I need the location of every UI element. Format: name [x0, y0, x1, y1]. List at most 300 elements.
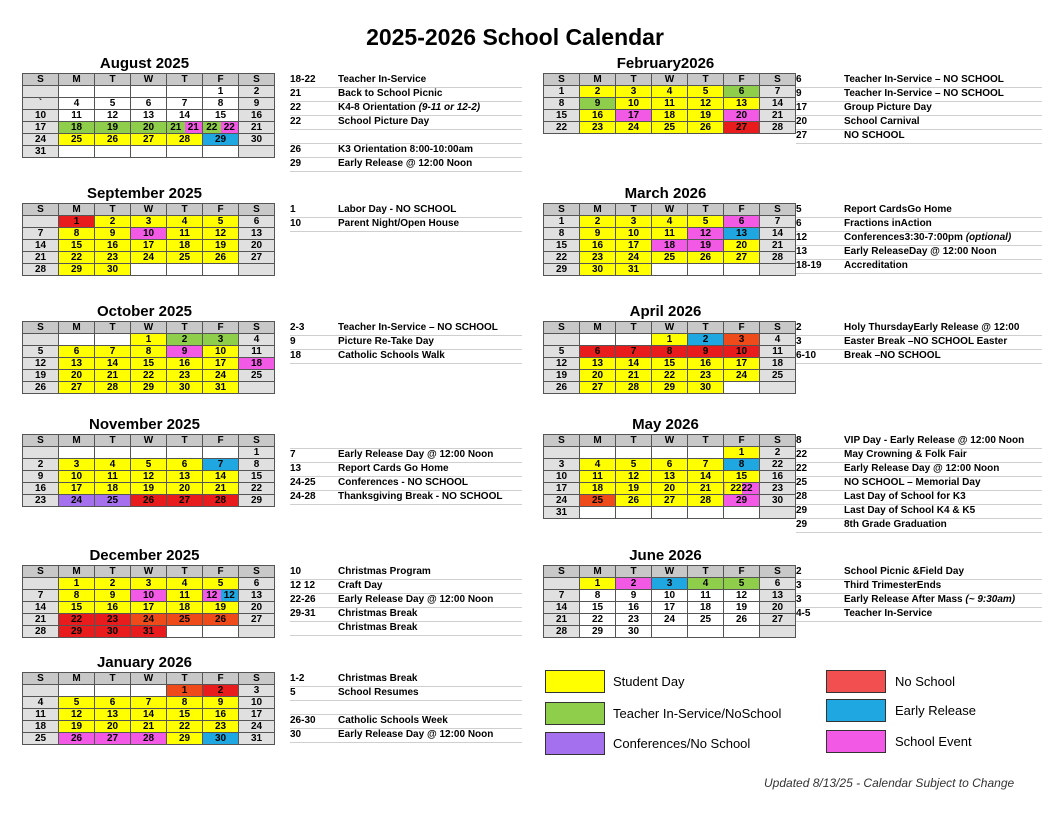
day-cell: 23 [203, 721, 239, 733]
day-cell: 16 [95, 240, 131, 252]
day-cell [724, 382, 760, 394]
day-cell: 11 [652, 98, 688, 110]
weekday-header: T [95, 74, 131, 86]
day-cell: 13 [580, 358, 616, 370]
day-cell: 21 [688, 483, 724, 495]
event-date: 18 [290, 350, 302, 361]
day-cell: 2 [95, 578, 131, 590]
day-cell: 13 [239, 590, 275, 602]
day-cell: 12 [131, 471, 167, 483]
day-cell: 22 [544, 122, 580, 134]
day-cell: 24 [131, 252, 167, 264]
day-cell [59, 334, 95, 346]
event-title: Catholic Schools Week [338, 715, 448, 726]
event-date: 9 [796, 88, 802, 99]
event-item [796, 218, 1042, 232]
weekday-header: W [652, 74, 688, 86]
day-cell [616, 507, 652, 519]
day-cell: 31 [23, 146, 59, 158]
day-cell: 25 [95, 495, 131, 507]
weekday-header: M [580, 204, 616, 216]
weekday-header: T [95, 204, 131, 216]
day-cell: 18 [167, 240, 203, 252]
day-cell: 17 [616, 240, 652, 252]
day-cell: 18 [652, 110, 688, 122]
day-cell: 1 [167, 685, 203, 697]
day-cell: 8 [167, 697, 203, 709]
day-cell: 27 [239, 614, 275, 626]
legend-label: Student Day [613, 674, 685, 689]
weekday-header: M [59, 435, 95, 447]
day-cell [23, 216, 59, 228]
weekday-header: S [239, 435, 275, 447]
day-cell: 29 [652, 382, 688, 394]
day-cell: 26 [203, 252, 239, 264]
day-cell: 16 [760, 471, 796, 483]
day-cell: 31 [131, 626, 167, 638]
event-date: 1-2 [290, 673, 305, 684]
weekday-header: F [724, 322, 760, 334]
day-cell [580, 507, 616, 519]
day-cell: 4 [688, 578, 724, 590]
day-cell: 10 [652, 590, 688, 602]
event-title: Break –NO SCHOOL [844, 350, 941, 361]
day-cell: 9 [239, 98, 275, 110]
weekday-header: T [95, 673, 131, 685]
day-cell: 8 [652, 346, 688, 358]
day-cell: 15 [203, 110, 239, 122]
month-events [290, 435, 522, 505]
day-cell [23, 578, 59, 590]
day-cell: 23 [95, 614, 131, 626]
month-events [290, 322, 522, 364]
weekday-header: M [580, 566, 616, 578]
event-date: 2 [796, 566, 802, 577]
event-title: K4-8 Orientation (9-11 or 12-2) [338, 102, 481, 113]
event-title: Holy ThursdayEarly Release @ 12:00 [844, 322, 1020, 333]
event-item [290, 673, 522, 687]
month-name: April 2026 [629, 303, 702, 320]
legend-swatch [826, 730, 886, 753]
day-cell: 22 22 [203, 122, 239, 134]
weekday-header: S [23, 204, 59, 216]
day-cell: 15 [580, 602, 616, 614]
day-cell: 24 [203, 370, 239, 382]
weekday-header: M [59, 566, 95, 578]
day-cell: 20 [239, 240, 275, 252]
day-cell: 14 [544, 602, 580, 614]
event-title: Thanksgiving Break - NO SCHOOL [338, 491, 503, 502]
weekday-header: T [616, 322, 652, 334]
event-item [796, 463, 1042, 477]
event-title: Early Release After Mass (~ 9:30am) [844, 594, 1016, 605]
event-date: 6 [796, 74, 802, 85]
day-cell: 26 [203, 614, 239, 626]
event-item [290, 102, 522, 116]
event-date: 27 [796, 130, 808, 141]
day-cell: 12 [688, 228, 724, 240]
event-title: Conferences3:30-7:00pm (optional) [844, 232, 1012, 243]
day-cell: 2 [23, 459, 59, 471]
day-cell: 7 [688, 459, 724, 471]
day-cell: 23 [688, 370, 724, 382]
day-cell: 22 [760, 459, 796, 471]
day-cell [167, 86, 203, 98]
month-events [290, 673, 522, 743]
event-item [290, 336, 522, 350]
event-item [290, 580, 522, 594]
day-cell: 8 [544, 228, 580, 240]
day-cell: 20 [580, 370, 616, 382]
event-date: 3 [796, 336, 802, 347]
event-title: Third TrimesterEnds [844, 580, 942, 591]
event-item [290, 435, 522, 449]
day-cell: 21 [23, 252, 59, 264]
event-date: 22 [290, 102, 302, 113]
day-cell: 16 [580, 240, 616, 252]
event-date: 21 [290, 88, 302, 99]
event-item [796, 260, 1042, 274]
event-item [796, 350, 1042, 364]
weekday-header: W [652, 435, 688, 447]
event-date: 20 [796, 116, 808, 127]
day-cell: 10 [724, 346, 760, 358]
event-date: 24-28 [290, 491, 316, 502]
event-item [796, 116, 1042, 130]
day-cell: 16 [23, 483, 59, 495]
event-item [290, 88, 522, 102]
event-title: Craft Day [338, 580, 383, 591]
day-cell [724, 507, 760, 519]
day-cell: 22 [652, 370, 688, 382]
day-cell: 22 [59, 614, 95, 626]
day-cell: 12 [59, 709, 95, 721]
weekday-header: W [131, 435, 167, 447]
day-cell: 7 [23, 228, 59, 240]
day-cell: 1 [544, 216, 580, 228]
day-cell: 6 [724, 86, 760, 98]
day-cell: 15 [544, 240, 580, 252]
event-item [796, 608, 1042, 622]
day-cell [23, 334, 59, 346]
day-cell: 28 [544, 626, 580, 638]
day-cell: 1 [652, 334, 688, 346]
day-cell: 5 [616, 459, 652, 471]
day-cell: 9 [23, 471, 59, 483]
event-title: Last Day of School K4 & K5 [844, 505, 976, 516]
day-cell: 8 [544, 98, 580, 110]
day-cell: 16 [580, 110, 616, 122]
day-cell: 6 [95, 697, 131, 709]
day-cell: 26 [688, 252, 724, 264]
day-cell: 24 [616, 252, 652, 264]
day-cell: 17 [131, 240, 167, 252]
day-cell: 19 [688, 110, 724, 122]
weekday-header: M [580, 322, 616, 334]
day-cell: 4 [760, 334, 796, 346]
weekday-header: M [59, 74, 95, 86]
day-cell [131, 264, 167, 276]
weekday-header: S [760, 566, 796, 578]
weekday-header: T [688, 435, 724, 447]
day-cell [616, 447, 652, 459]
weekday-header: F [724, 566, 760, 578]
day-cell: 21 [760, 110, 796, 122]
day-cell: 6 [760, 578, 796, 590]
day-cell: 30 [203, 733, 239, 745]
day-cell: 21 [760, 240, 796, 252]
day-cell [167, 626, 203, 638]
event-date: 12 12 [290, 580, 316, 591]
day-cell [95, 86, 131, 98]
day-cell: 4 [95, 459, 131, 471]
day-cell: 28 [616, 382, 652, 394]
day-cell [59, 685, 95, 697]
day-cell: 28 [131, 733, 167, 745]
day-cell: 18 [580, 483, 616, 495]
event-item [796, 594, 1042, 608]
day-cell: 4 [652, 86, 688, 98]
day-cell: 29 [59, 626, 95, 638]
day-cell: 28 [688, 495, 724, 507]
weekday-header: S [760, 204, 796, 216]
weekday-header: T [167, 74, 203, 86]
event-date: 18-22 [290, 74, 316, 85]
event-title: Back to School Picnic [338, 88, 443, 99]
day-cell: 3 [131, 578, 167, 590]
day-cell [239, 264, 275, 276]
day-cell: 21 [616, 370, 652, 382]
day-cell: 10 [616, 98, 652, 110]
event-item [796, 580, 1042, 594]
event-item [290, 715, 522, 729]
day-cell: 12 [688, 98, 724, 110]
weekday-header: S [760, 322, 796, 334]
day-cell: 6 [724, 216, 760, 228]
day-cell: 20 [131, 122, 167, 134]
weekday-header: F [203, 673, 239, 685]
day-cell: 24 [23, 134, 59, 146]
weekday-header: W [131, 204, 167, 216]
day-cell: 18 [59, 122, 95, 134]
day-cell: 6 [652, 459, 688, 471]
day-cell: 10 [616, 228, 652, 240]
event-item [290, 218, 522, 232]
day-cell: 2 [580, 86, 616, 98]
day-cell: 1 [59, 578, 95, 590]
day-cell: 11 [580, 471, 616, 483]
weekday-header: W [652, 566, 688, 578]
day-cell: 10 [239, 697, 275, 709]
day-cell [203, 626, 239, 638]
event-date: 29 [290, 158, 302, 169]
day-cell: 12 [616, 471, 652, 483]
day-cell: 10 [59, 471, 95, 483]
event-item [290, 491, 522, 505]
day-cell: 28 [23, 626, 59, 638]
weekday-header: W [131, 322, 167, 334]
event-item [290, 74, 522, 88]
day-cell: 10 [203, 346, 239, 358]
day-cell: 4 [167, 578, 203, 590]
day-cell: 29 [580, 626, 616, 638]
day-cell: 9 [95, 590, 131, 602]
day-cell: 19 [203, 602, 239, 614]
day-cell: 7 [616, 346, 652, 358]
month-events [796, 74, 1042, 144]
event-item [796, 477, 1042, 491]
event-title: Catholic Schools Walk [338, 350, 445, 361]
weekday-header: F [724, 74, 760, 86]
event-item [796, 88, 1042, 102]
event-title: 8th Grade Graduation [844, 519, 947, 530]
month-name: February2026 [616, 55, 715, 72]
day-cell [652, 264, 688, 276]
day-cell [203, 447, 239, 459]
day-cell: 14 [760, 98, 796, 110]
day-cell: 27 [760, 614, 796, 626]
day-cell: 18 [239, 358, 275, 370]
weekday-header: M [59, 204, 95, 216]
weekday-header: T [167, 566, 203, 578]
event-title: Last Day of School for K3 [844, 491, 966, 502]
day-cell: 18 [652, 240, 688, 252]
day-cell: 11 [23, 709, 59, 721]
event-date: 12 [796, 232, 808, 243]
day-cell: 20 [59, 370, 95, 382]
day-cell: 11 [59, 110, 95, 122]
day-cell: 23 [760, 483, 796, 495]
month-name: March 2026 [624, 185, 707, 202]
legend-label: No School [895, 674, 955, 689]
day-cell: 22 [544, 252, 580, 264]
day-cell: 27 [95, 733, 131, 745]
month-table [22, 321, 275, 394]
event-date: 1 [290, 204, 296, 215]
event-title: Christmas Break [338, 608, 418, 619]
day-cell: 8 [580, 590, 616, 602]
day-cell: 24 [652, 614, 688, 626]
month-name: August 2025 [99, 55, 190, 72]
day-cell [724, 626, 760, 638]
event-date: 6 [796, 218, 802, 229]
day-cell: 13 [167, 471, 203, 483]
event-item [290, 158, 522, 172]
day-cell: 25 [167, 614, 203, 626]
weekday-header: W [652, 204, 688, 216]
day-cell: 29 [131, 382, 167, 394]
day-cell: 13 [652, 471, 688, 483]
weekday-header: S [239, 74, 275, 86]
day-cell: 23 [95, 252, 131, 264]
day-cell: 29 [239, 495, 275, 507]
day-cell: 8 [131, 346, 167, 358]
day-cell: 24 [544, 495, 580, 507]
day-cell: 11 [167, 228, 203, 240]
legend-swatch [545, 702, 605, 725]
day-cell: 13 [724, 228, 760, 240]
day-cell: 16 [167, 358, 203, 370]
day-cell: 7 [760, 216, 796, 228]
weekday-header: F [724, 204, 760, 216]
weekday-header: S [544, 322, 580, 334]
day-cell: 30 [167, 382, 203, 394]
weekday-header: S [760, 435, 796, 447]
day-cell: 8 [59, 590, 95, 602]
weekday-header: S [544, 435, 580, 447]
month-table [543, 565, 796, 638]
weekday-header: S [544, 204, 580, 216]
day-cell: 15 [59, 602, 95, 614]
day-cell: 11 [760, 346, 796, 358]
event-date: 5 [290, 687, 296, 698]
day-cell: 18 [688, 602, 724, 614]
event-title: VIP Day - Early Release @ 12:00 Noon [844, 435, 1025, 446]
event-date: 8 [796, 435, 802, 446]
day-cell: 14 [203, 471, 239, 483]
day-cell [23, 86, 59, 98]
day-cell: 18 [23, 721, 59, 733]
day-cell: 7 [167, 98, 203, 110]
event-date: 6-10 [796, 350, 817, 361]
day-cell: 27 [167, 495, 203, 507]
weekday-header: S [23, 566, 59, 578]
weekday-header: F [203, 74, 239, 86]
day-cell: 14 [23, 602, 59, 614]
day-cell: 19 [95, 122, 131, 134]
event-title: Easter Break –NO SCHOOL Easter [844, 336, 1008, 347]
event-title: NO SCHOOL [844, 130, 905, 141]
day-cell: 2 [95, 216, 131, 228]
day-cell: 6 [131, 98, 167, 110]
event-date: 9 [290, 336, 296, 347]
day-cell: 9 [203, 697, 239, 709]
legend-label: Conferences/No School [613, 736, 751, 751]
day-cell: 5 [95, 98, 131, 110]
day-cell [760, 264, 796, 276]
day-cell: 4 [59, 98, 95, 110]
day-cell: 29 [724, 495, 760, 507]
day-cell: 20 [95, 721, 131, 733]
day-cell: 28 [760, 122, 796, 134]
event-title: Teacher In-Service – NO SCHOOL [844, 88, 1004, 99]
day-cell: 24 [59, 495, 95, 507]
day-cell: 8 [239, 459, 275, 471]
day-cell [23, 447, 59, 459]
day-cell: 13 [95, 709, 131, 721]
day-cell: 21 [95, 370, 131, 382]
event-title: School Picture Day [338, 116, 430, 127]
day-cell: 27 [724, 122, 760, 134]
day-cell: 20 [239, 602, 275, 614]
weekday-header: W [652, 322, 688, 334]
event-item [290, 701, 522, 715]
day-cell [544, 447, 580, 459]
day-cell: 12 [203, 228, 239, 240]
legend-label: School Event [895, 734, 972, 749]
day-cell: 17 [59, 483, 95, 495]
day-cell: 5 [59, 697, 95, 709]
day-cell: 30 [95, 626, 131, 638]
event-title: Group Picture Day [844, 102, 932, 113]
weekday-header: T [688, 74, 724, 86]
day-cell: 26 [131, 495, 167, 507]
day-cell: 6 [580, 346, 616, 358]
day-cell: 17 [544, 483, 580, 495]
month-table [543, 73, 796, 134]
day-cell: 12 12 [203, 590, 239, 602]
day-cell: 7 [23, 590, 59, 602]
